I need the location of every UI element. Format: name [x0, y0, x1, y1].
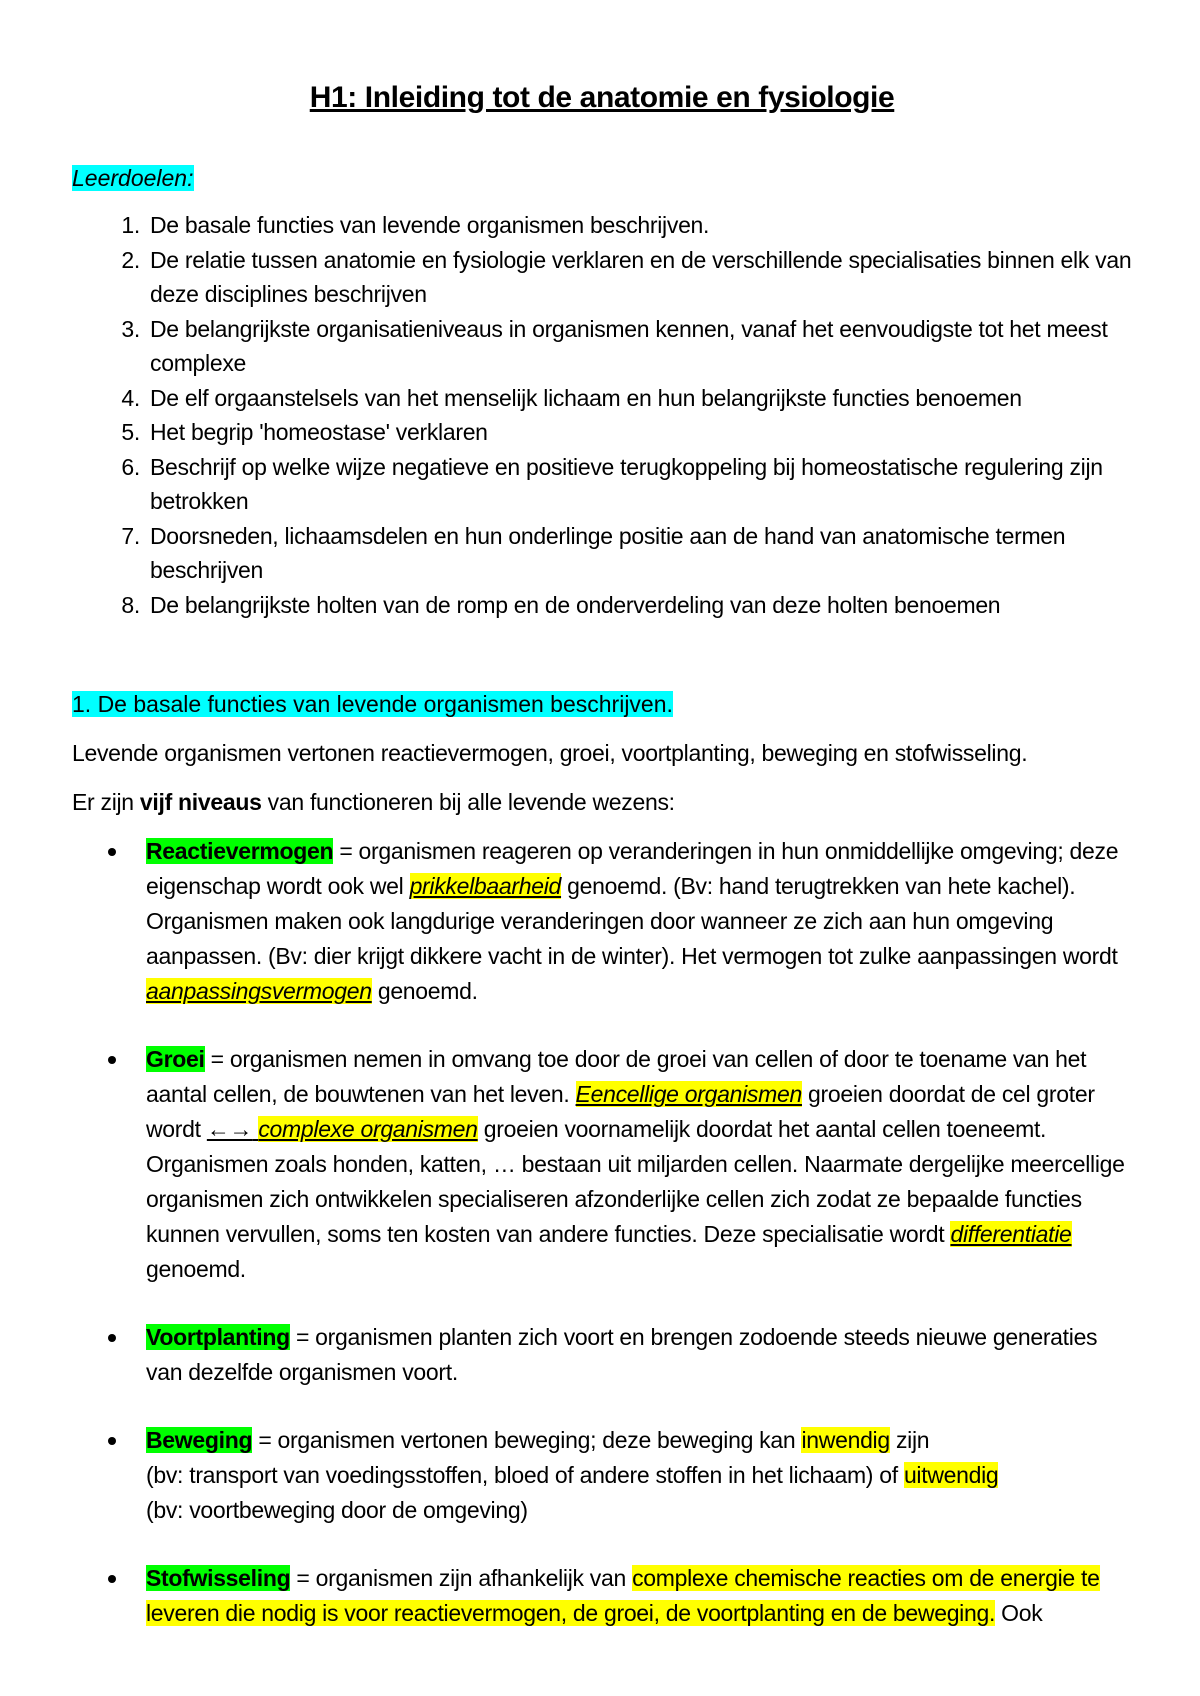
level-text: (bv: transport van voedingsstoffen, bloed of andere stoffen in het lichaam) of: [146, 1462, 904, 1488]
levels-intro-pre: Er zijn: [72, 789, 140, 815]
level-item-reactievermogen: [146, 834, 1132, 1009]
keyword-highlight: differentiatie: [950, 1221, 1072, 1247]
objective-item: 5. Het begrip 'homeostase' verklaren: [146, 415, 1132, 450]
keyword-highlight: prikkelbaarheid: [409, 873, 562, 899]
bullet-icon: [108, 848, 116, 856]
page-title: H1: Inleiding tot de anatomie en fysiologie: [309, 81, 895, 114]
bullet-icon: [108, 1437, 116, 1445]
objectives-list: [72, 208, 1132, 622]
objective-item: 2. De relatie tussen anatomie en fysiologie verklaren en de verschillende specialisaties binnen elk van deze disciplines beschrijven: [146, 243, 1132, 312]
objectives-heading-text: Leerdoelen:: [72, 165, 194, 191]
keyword-highlight: complexe organismen: [258, 1116, 478, 1142]
level-text: Ook: [995, 1600, 1043, 1626]
level-text: genoemd. (Bv: hand terugtrekken van hete kachel). Organismen maken ook langdurige veranderingen door wanneer ze zich aan hun omgeving aanpassen. (Bv: dier krijgt dikkere vacht in de winter). Het vermogen tot zulke aanpassingen wordt: [146, 873, 1118, 969]
section-heading: [72, 686, 1132, 722]
level-term: Beweging: [146, 1427, 253, 1453]
level-text: = organismen zijn afhankelijk van: [290, 1565, 633, 1591]
objective-item: 6. Beschrijf op welke wijze negatieve en positieve terugkoppeling bij homeostatische regulering zijn betrokken: [146, 450, 1132, 519]
keyword-highlight: aanpassingsvermogen: [146, 978, 372, 1004]
level-text: = organismen vertonen beweging; deze beweging kan: [252, 1427, 802, 1453]
objective-item: 3. De belangrijkste organisatieniveaus in organismen kennen, vanaf het eenvoudigste tot het meest complexe: [146, 312, 1132, 381]
level-text: genoemd.: [371, 978, 478, 1004]
level-text: zijn: [889, 1427, 930, 1453]
level-term: Reactievermogen: [146, 838, 334, 864]
keyword-highlight: Eencellige organismen: [575, 1081, 802, 1107]
document-content: [72, 72, 1132, 1664]
level-text: genoemd.: [146, 1256, 246, 1282]
double-arrow-icon: ←→: [206, 1116, 253, 1142]
bullet-icon: [108, 1334, 116, 1342]
objective-item: 1. De basale functies van levende organismen beschrijven.: [146, 208, 1132, 243]
level-item-voortplanting: [146, 1320, 1132, 1390]
objectives-heading: [72, 160, 1132, 196]
levels-intro-post: van functioneren bij alle levende wezens:: [261, 789, 675, 815]
section-intro: Levende organismen vertonen reactievermogen, groei, voortplanting, beweging en stofwisseling.: [72, 740, 1028, 766]
level-text: = organismen reageren op veranderingen in hun onmiddellijke omgeving; deze eigenschap wordt ook wel: [146, 838, 1119, 899]
levels-list: [72, 834, 1132, 1631]
objective-item: 4. De elf orgaanstelsels van het menselijk lichaam en hun belangrijkste functies benoemen: [146, 381, 1132, 416]
objective-item: 7. Doorsneden, lichaamsdelen en hun onderlinge positie aan de hand van anatomische termen beschrijven: [146, 519, 1132, 588]
keyword-highlight: uitwendig: [903, 1462, 999, 1488]
bullet-icon: [108, 1575, 116, 1583]
section-heading-text: 1. De basale functies van levende organismen beschrijven.: [72, 691, 673, 717]
level-item-groei: [146, 1042, 1132, 1287]
keyword-highlight: complexe chemische reacties om de energie te leveren die nodig is voor reactievermogen, de groei, de voortplanting en de beweging.: [146, 1565, 1100, 1626]
bullet-icon: [108, 1056, 116, 1064]
levels-intro-bold: vijf niveaus: [139, 789, 262, 815]
level-text: (bv: voortbeweging door de omgeving): [146, 1497, 528, 1523]
level-item-beweging: [146, 1423, 1132, 1528]
level-text: = organismen nemen in omvang toe door de groei van cellen of door te toename van het aantal cellen, de bouwtenen van het leven.: [146, 1046, 1087, 1107]
level-text: = organismen planten zich voort en brengen zodoende steeds nieuwe generaties van dezelfde organismen voort.: [146, 1324, 1098, 1385]
level-text: groeien doordat de cel groter wordt: [146, 1081, 1095, 1142]
level-term: Voortplanting: [146, 1324, 290, 1350]
keyword-highlight: inwendig: [801, 1427, 890, 1453]
level-term: Groei: [146, 1046, 205, 1072]
objective-item: 8. De belangrijkste holten van de romp en de onderverdeling van deze holten benoemen: [146, 588, 1132, 623]
level-item-stofwisseling: [146, 1561, 1132, 1631]
levels-intro: [72, 785, 1132, 820]
level-term: Stofwisseling: [146, 1565, 291, 1591]
level-text: groeien voornamelijk doordat het aantal cellen toeneemt. Organismen zoals honden, katten, … bestaan uit miljarden cellen. Naarmate dergelijke meercellige organismen zich ontwikkelen specialiseren afzonderlijke cellen zich zodat ze bepaalde functies kunnen vervullen, soms ten kosten van andere functies. Deze specialisatie wordt: [146, 1116, 1125, 1247]
